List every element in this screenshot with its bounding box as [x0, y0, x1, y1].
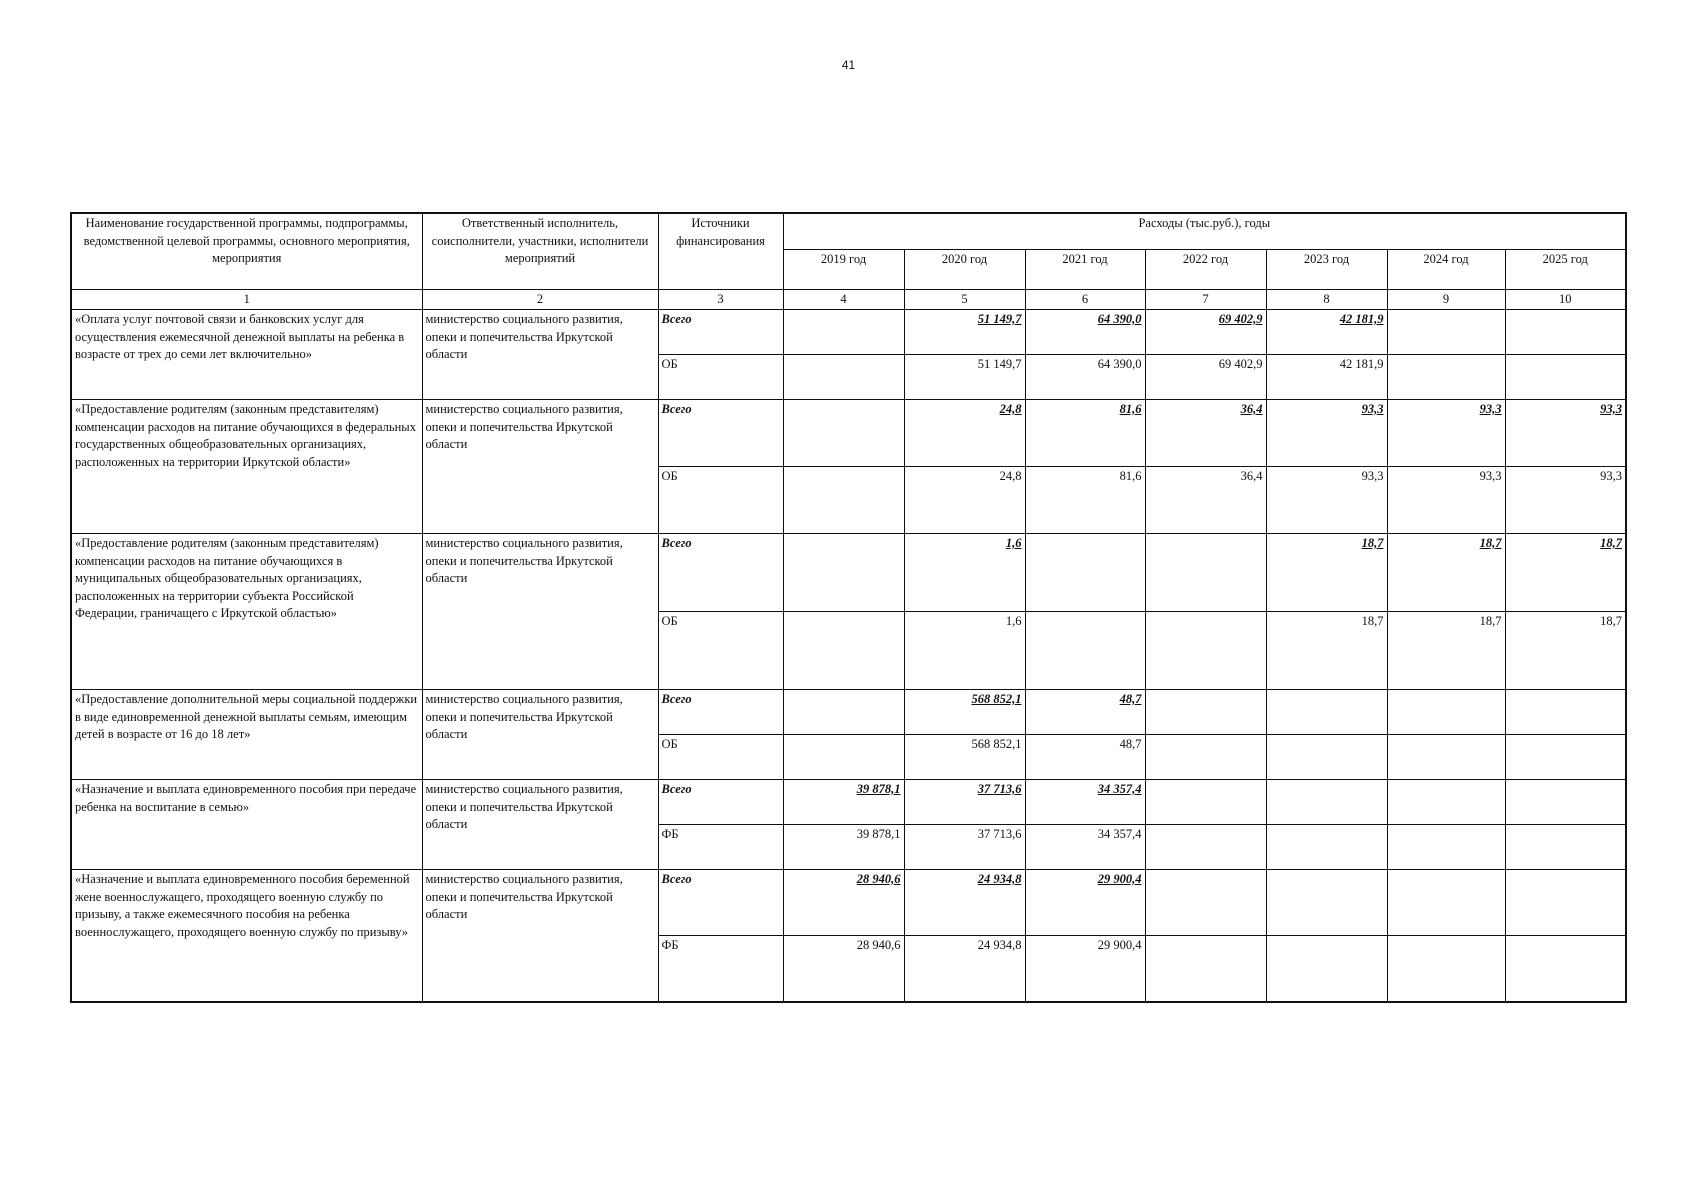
fund-value: [1145, 612, 1266, 690]
fund-value: 51 149,7: [904, 355, 1025, 400]
header-executor-column: Ответственный исполнитель, соисполнители, участники, исполнители мероприятий: [422, 213, 658, 289]
measure-executor: министерство социального развития, опеки и попечительства Иркутской области: [422, 310, 658, 400]
source-total-label: Всего: [658, 534, 783, 612]
fund-value: 568 852,1: [904, 735, 1025, 780]
total-value: 42 181,9: [1266, 310, 1387, 355]
column-number: 5: [904, 289, 1025, 310]
total-value: 29 900,4: [1025, 870, 1145, 936]
source-fund-label: ОБ: [658, 612, 783, 690]
fund-value: 69 402,9: [1145, 355, 1266, 400]
column-number: 3: [658, 289, 783, 310]
total-value: 24 934,8: [904, 870, 1025, 936]
source-total-label: Всего: [658, 310, 783, 355]
header-year: 2024 год: [1387, 249, 1505, 289]
total-value: [1145, 780, 1266, 825]
measure-name: «Назначение и выплата единовременного пособия беременной жене военнослужащего, проходящего военную службу по призыву, а также ежемесячного пособия на ребенка военнослужащего, проходящего военную службу по призыву»: [71, 870, 422, 1002]
source-total-label: Всего: [658, 780, 783, 825]
measure-name: «Предоставление дополнительной меры социальной поддержки в виде единовременной денежной выплаты семьям, имеющим детей в возрасте от 16 до 18 лет»: [71, 690, 422, 780]
total-value: 28 940,6: [783, 870, 904, 936]
total-value: [1387, 310, 1505, 355]
total-value: 24,8: [904, 400, 1025, 467]
total-value: 1,6: [904, 534, 1025, 612]
total-value: 18,7: [1505, 534, 1626, 612]
fund-value: [1387, 825, 1505, 870]
header-year: 2023 год: [1266, 249, 1387, 289]
total-value: 81,6: [1025, 400, 1145, 467]
total-value: 568 852,1: [904, 690, 1025, 735]
fund-value: 28 940,6: [783, 936, 904, 1002]
total-value: [1505, 690, 1626, 735]
total-value: [1145, 870, 1266, 936]
total-value: [1505, 310, 1626, 355]
total-value: [1387, 870, 1505, 936]
source-fund-label: ФБ: [658, 936, 783, 1002]
total-value: [1145, 690, 1266, 735]
fund-value: [1145, 936, 1266, 1002]
fund-value: 42 181,9: [1266, 355, 1387, 400]
fund-value: [1266, 936, 1387, 1002]
fund-value: [1387, 936, 1505, 1002]
fund-value: [783, 467, 904, 534]
total-value: 69 402,9: [1145, 310, 1266, 355]
column-number: 8: [1266, 289, 1387, 310]
header-year: 2020 год: [904, 249, 1025, 289]
fund-value: 24,8: [904, 467, 1025, 534]
measure-name: «Предоставление родителям (законным представителям) компенсации расходов на питание обучающихся в муниципальных общеобразовательных организациях, расположенных на территории субъекта Российской Федерации, граничащего с Иркутской областью»: [71, 534, 422, 690]
fund-value: [1387, 735, 1505, 780]
total-value: 18,7: [1387, 534, 1505, 612]
column-number: 7: [1145, 289, 1266, 310]
total-value: [1266, 690, 1387, 735]
total-value: [783, 310, 904, 355]
measure-name: «Оплата услуг почтовой связи и банковских услуг для осуществления ежемесячной денежной выплаты на ребенка в возрасте от трех до семи лет включительно»: [71, 310, 422, 400]
page-number: 41: [841, 58, 856, 72]
fund-value: 1,6: [904, 612, 1025, 690]
column-number: 6: [1025, 289, 1145, 310]
fund-value: [783, 355, 904, 400]
source-total-label: Всего: [658, 690, 783, 735]
total-value: 48,7: [1025, 690, 1145, 735]
fund-value: 93,3: [1387, 467, 1505, 534]
total-value: 36,4: [1145, 400, 1266, 467]
source-fund-label: ОБ: [658, 735, 783, 780]
measure-executor: министерство социального развития, опеки и попечительства Иркутской области: [422, 534, 658, 690]
total-value: 93,3: [1387, 400, 1505, 467]
fund-value: [1505, 825, 1626, 870]
fund-value: [1025, 612, 1145, 690]
budget-table: [70, 212, 1627, 1003]
total-value: [1387, 690, 1505, 735]
fund-value: 64 390,0: [1025, 355, 1145, 400]
total-value: [1505, 780, 1626, 825]
fund-value: 39 878,1: [783, 825, 904, 870]
header-year: 2019 год: [783, 249, 904, 289]
total-value: 93,3: [1505, 400, 1626, 467]
fund-value: 18,7: [1266, 612, 1387, 690]
measure-executor: министерство социального развития, опеки и попечительства Иркутской области: [422, 690, 658, 780]
measure-executor: министерство социального развития, опеки и попечительства Иркутской области: [422, 400, 658, 534]
total-value: [783, 690, 904, 735]
measure-executor: министерство социального развития, опеки и попечительства Иркутской области: [422, 780, 658, 870]
fund-value: 81,6: [1025, 467, 1145, 534]
header-year: 2021 год: [1025, 249, 1145, 289]
header-expenses-caption: Расходы (тыс.руб.), годы: [783, 213, 1626, 249]
fund-value: [783, 735, 904, 780]
fund-value: 29 900,4: [1025, 936, 1145, 1002]
column-number: 9: [1387, 289, 1505, 310]
total-value: 93,3: [1266, 400, 1387, 467]
measure-name: «Предоставление родителям (законным представителям) компенсации расходов на питание обучающихся в федеральных государственных общеобразовательных организациях, расположенных на территории Иркутской области»: [71, 400, 422, 534]
total-value: 39 878,1: [783, 780, 904, 825]
total-value: [1266, 870, 1387, 936]
fund-value: [1145, 735, 1266, 780]
fund-value: [1505, 936, 1626, 1002]
header-year: 2025 год: [1505, 249, 1626, 289]
fund-value: 37 713,6: [904, 825, 1025, 870]
fund-value: [1387, 355, 1505, 400]
source-total-label: Всего: [658, 870, 783, 936]
total-value: 34 357,4: [1025, 780, 1145, 825]
fund-value: [1505, 735, 1626, 780]
source-fund-label: ОБ: [658, 355, 783, 400]
total-value: 64 390,0: [1025, 310, 1145, 355]
header-year: 2022 год: [1145, 249, 1266, 289]
fund-value: [1505, 355, 1626, 400]
measure-name: «Назначение и выплата единовременного пособия при передаче ребенка на воспитание в семью»: [71, 780, 422, 870]
total-value: [1266, 780, 1387, 825]
fund-value: 18,7: [1505, 612, 1626, 690]
fund-value: [783, 612, 904, 690]
fund-value: [1145, 825, 1266, 870]
total-value: 18,7: [1266, 534, 1387, 612]
fund-value: 34 357,4: [1025, 825, 1145, 870]
measure-executor: министерство социального развития, опеки и попечительства Иркутской области: [422, 870, 658, 1002]
total-value: 51 149,7: [904, 310, 1025, 355]
column-number: 4: [783, 289, 904, 310]
total-value: [1025, 534, 1145, 612]
fund-value: 93,3: [1266, 467, 1387, 534]
fund-value: 93,3: [1505, 467, 1626, 534]
total-value: [1387, 780, 1505, 825]
total-value: [783, 400, 904, 467]
source-fund-label: ОБ: [658, 467, 783, 534]
total-value: [1505, 870, 1626, 936]
source-total-label: Всего: [658, 400, 783, 467]
column-number: 1: [71, 289, 422, 310]
fund-value: 18,7: [1387, 612, 1505, 690]
source-fund-label: ФБ: [658, 825, 783, 870]
column-number: 2: [422, 289, 658, 310]
fund-value: [1266, 825, 1387, 870]
fund-value: 48,7: [1025, 735, 1145, 780]
fund-value: [1266, 735, 1387, 780]
header-source-column: Источники финансирования: [658, 213, 783, 289]
column-number: 10: [1505, 289, 1626, 310]
fund-value: 24 934,8: [904, 936, 1025, 1002]
header-name-column: Наименование государственной программы, подпрограммы, ведомственной целевой программы, основного мероприятия, мероприятия: [71, 213, 422, 289]
fund-value: 36,4: [1145, 467, 1266, 534]
total-value: [1145, 534, 1266, 612]
total-value: 37 713,6: [904, 780, 1025, 825]
total-value: [783, 534, 904, 612]
